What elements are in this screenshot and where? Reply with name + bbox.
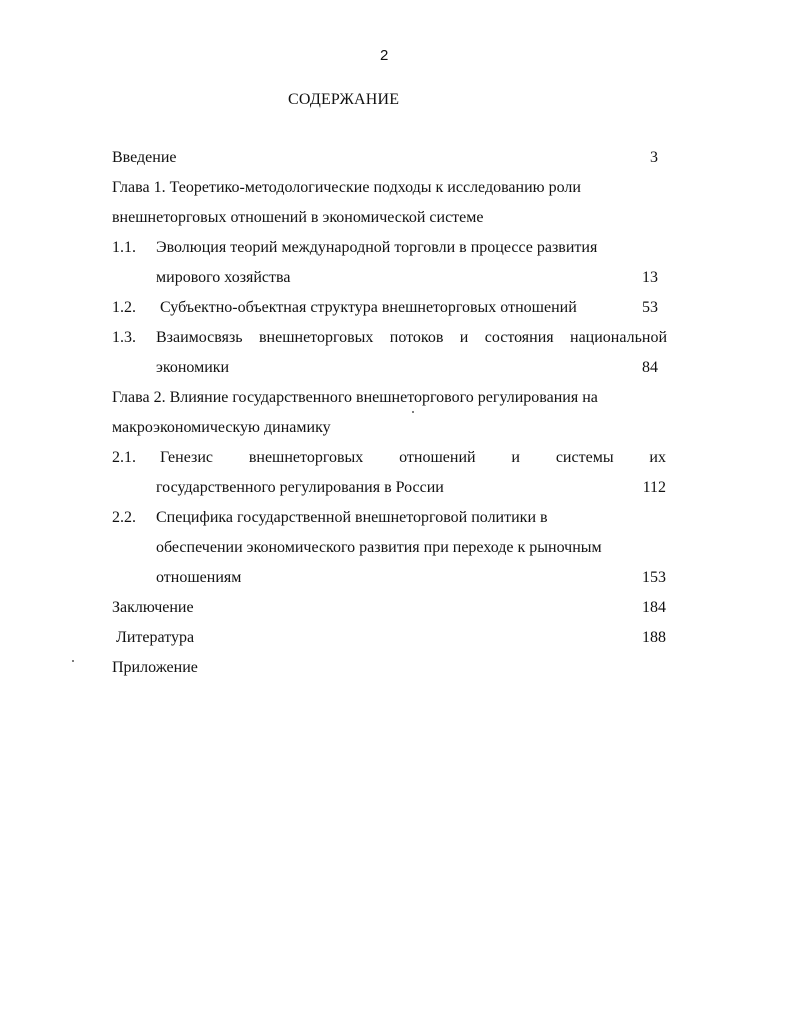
toc-word: системы	[555, 449, 614, 466]
toc-word: Взаимосвязь	[156, 329, 243, 346]
toc-section-2-1-line2: государственного регулирования в России	[156, 479, 444, 496]
toc-section-1-3-page: 84	[642, 359, 658, 376]
toc-word: внешнеторговых	[248, 449, 364, 466]
scan-speck	[412, 411, 414, 413]
toc-section-2-2-number: 2.2.	[112, 509, 136, 526]
toc-section-1-2-page: 53	[642, 299, 658, 316]
toc-section-1-3-number: 1.3.	[112, 329, 136, 346]
toc-chapter-2-line2: макроэкономическую динамику	[112, 419, 331, 436]
toc-section-2-2-page: 153	[642, 569, 666, 586]
toc-word: и	[511, 449, 520, 466]
toc-word: и	[459, 329, 469, 346]
toc-section-2-2-line3: отношениям	[156, 569, 242, 586]
toc-entry-appendix-label: Приложение	[112, 659, 198, 676]
toc-section-1-1-number: 1.1.	[112, 239, 136, 256]
toc-section-2-1-line1	[160, 448, 666, 468]
toc-section-1-1-line2: мирового хозяйства	[156, 269, 291, 286]
toc-entry-intro-label: Введение	[112, 149, 177, 166]
toc-section-1-1-page: 13	[642, 269, 658, 286]
toc-entry-conclusion-label: Заключение	[112, 599, 194, 616]
toc-section-1-2-number: 1.2.	[112, 299, 136, 316]
toc-chapter-1-line1: Глава 1. Теоретико-методологические подходы к исследованию роли	[112, 179, 581, 196]
toc-word: отношений	[399, 449, 476, 466]
toc-entry-literature-label: Литература	[116, 629, 195, 646]
toc-entry-literature-page: 188	[642, 629, 666, 646]
toc-section-1-2-line1: Субъектно-объектная структура внешнеторговых отношений	[160, 299, 577, 316]
page-title: СОДЕРЖАНИЕ	[288, 91, 400, 108]
toc-word: их	[649, 449, 666, 466]
toc-word: Генезис	[160, 449, 213, 466]
toc-entry-intro-page: 3	[650, 149, 658, 166]
toc-section-2-1-number: 2.1.	[112, 449, 136, 466]
toc-entry-conclusion-page: 184	[642, 599, 666, 616]
toc-word: национальной	[570, 329, 667, 346]
toc-section-2-1-page: 112	[642, 479, 666, 496]
scan-speck	[72, 660, 74, 662]
toc-word: внешнеторговых	[258, 329, 374, 346]
toc-word: состояния	[484, 329, 554, 346]
toc-section-2-2-line2: обеспечении экономического развития при переходе к рыночным	[156, 539, 602, 556]
toc-section-1-3-line1	[156, 328, 667, 348]
toc-section-2-2-line1: Специфика государственной внешнеторговой политики в	[156, 509, 548, 526]
toc-chapter-2-line1: Глава 2. Влияние государственного внешнеторгового регулирования на	[112, 389, 598, 406]
toc-chapter-1-line2: внешнеторговых отношений в экономической системе	[112, 209, 484, 226]
toc-word: потоков	[389, 329, 444, 346]
page-number: 2	[380, 47, 389, 64]
toc-section-1-3-line2: экономики	[156, 359, 230, 376]
toc-section-1-1-line1: Эволюция теорий международной торговли в процессе развития	[156, 239, 598, 256]
